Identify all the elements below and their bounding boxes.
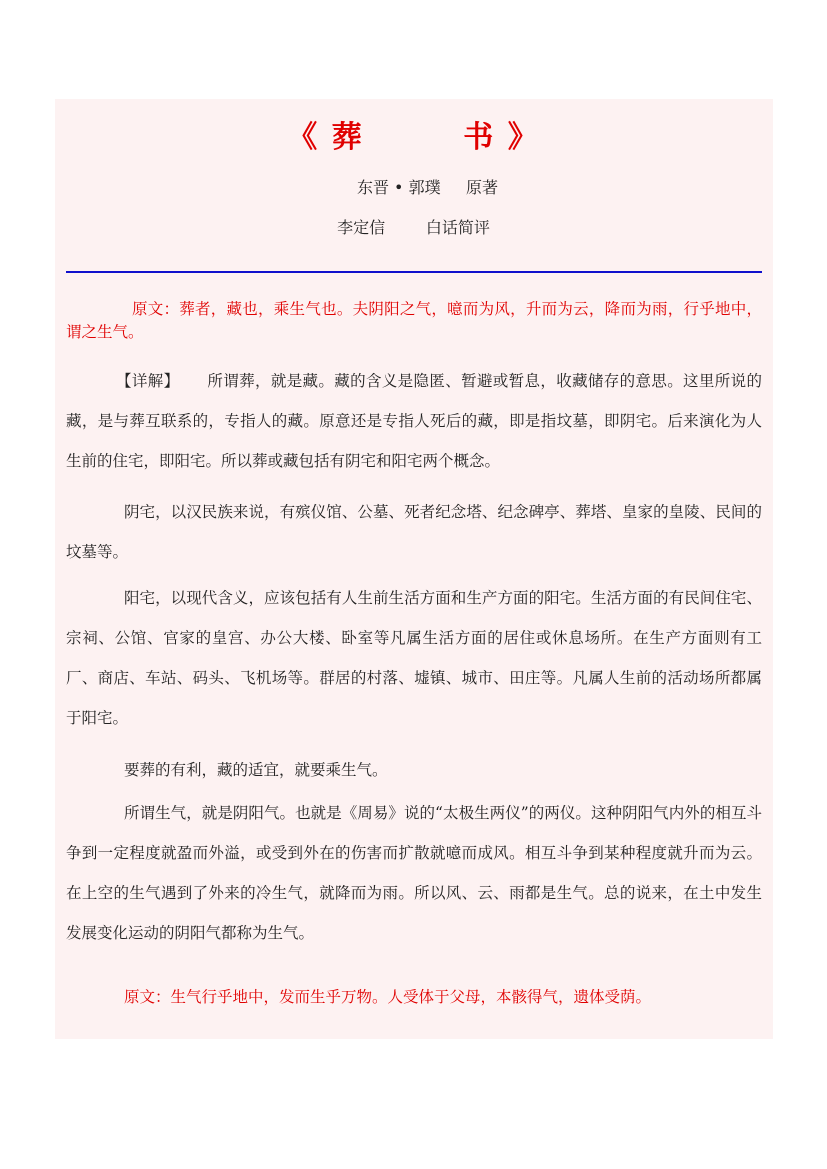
commentary-label: 【详解】	[116, 372, 180, 390]
commentary-paragraph-2: 阴宅，以汉民族来说，有殡仪馆、公墓、死者纪念塔、纪念碑亭、葬塔、皇家的皇陵、民间的坟墓等。	[66, 503, 762, 561]
commentary-paragraph-1	[66, 361, 762, 481]
commentary-paragraph-4: 要葬的有利，藏的适宜，就要乘生气。	[124, 761, 388, 779]
commentary-paragraph-5: 所谓生气，就是阴阳气。也就是《周易》说的“太极生两仪”的两仪。这种阴阳气内外的相互斗争到一定程度就盈而外溢，或受到外在的伤害而扩散就噫而成风。相互斗争到某种程度就升而为云。在上空的生气遇到了外来的冷生气，就降而为雨。所以风、云、雨都是生气。总的说来，在土中发生发展变化运动的阴阳气都称为生气。	[66, 804, 762, 942]
byline-commentary: 李定信 白话简评	[337, 218, 490, 237]
paragraph-text: 所谓葬，就是藏。藏的含义是隐匿、暂避或暂息，收藏储存的意思。这里所说的藏，是与葬互联系的，专指人的藏。原意还是专指人死后的藏，即是指坟墓，即阴宅。后来演化为人生前的住宅，即阳宅。所以葬或藏包括有阴宅和阳宅两个概念。	[66, 372, 762, 470]
document-title: 《 葬 书 》	[287, 120, 540, 155]
header-divider	[66, 271, 762, 273]
byline-author: 东晋 • 郭璞 原著	[356, 178, 499, 197]
original-text-1: 原文：葬者，藏也，乘生气也。夫阴阳之气，噫而为风，升而为云，降而为雨，行乎地中，谓之生气。	[66, 300, 762, 341]
commentary-paragraph-3: 阳宅，以现代含义，应该包括有人生前生活方面和生产方面的阳宅。生活方面的有民间住宅、宗祠、公馆、官家的皇宫、办公大楼、卧室等凡属生活方面的居住或休息场所。在生产方面则有工厂、商店、车站、码头、飞机场等。群居的村落、墟镇、城市、田庄等。凡属人生前的活动场所都属于阳宅。	[66, 589, 762, 727]
original-text-2: 原文：生气行乎地中，发而生乎万物。人受体于父母，本骸得气，遗体受荫。	[124, 988, 652, 1006]
